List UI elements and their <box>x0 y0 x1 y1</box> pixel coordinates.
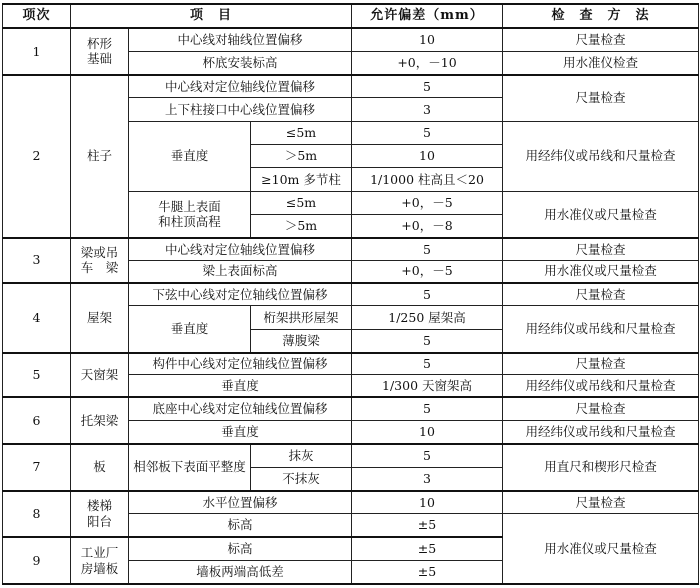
category-name: 天窗架 <box>71 353 129 398</box>
header-col-tolerance: 允许偏差（mm） <box>352 4 503 28</box>
table-row <box>3 283 699 306</box>
sub-item-cell: 薄腹梁 <box>251 329 352 352</box>
table-row <box>3 28 699 51</box>
header-col-method: 检 查 方 法 <box>503 4 699 28</box>
row-number: 4 <box>3 283 71 353</box>
tolerance-cell: 5 <box>352 238 503 260</box>
item-cell: 牛腿上表面 和柱顶高程 <box>129 191 251 238</box>
category-name: 工业厂 房墙板 <box>71 537 129 584</box>
method-cell: 尺量检查 <box>503 397 699 420</box>
tolerance-cell: 5 <box>352 329 503 352</box>
item-cell: 杯底安装标高 <box>129 51 352 74</box>
tolerance-cell: 10 <box>352 28 503 51</box>
method-cell: 尺量检查 <box>503 75 699 122</box>
row-number: 9 <box>3 537 71 584</box>
method-cell: 尺量检查 <box>503 238 699 260</box>
sub-item-cell: 不抹灰 <box>251 467 352 490</box>
category-name: 托架梁 <box>71 397 129 444</box>
tolerance-cell: 5 <box>352 283 503 306</box>
item-cell: 垂直度 <box>129 121 251 191</box>
category-name: 梁或吊 车 梁 <box>71 238 129 283</box>
item-cell: 构件中心线对定位轴线位置偏移 <box>129 353 352 375</box>
tolerance-cell: 10 <box>352 491 503 514</box>
item-cell: 中心线对定位轴线位置偏移 <box>129 238 352 260</box>
tolerance-cell: 5 <box>352 353 503 375</box>
method-cell: 用直尺和楔形尺检查 <box>503 444 699 491</box>
method-cell: 用水准仪检查 <box>503 51 699 74</box>
item-cell: 垂直度 <box>129 306 251 353</box>
category-name: 杯形 基础 <box>71 28 129 75</box>
row-number: 2 <box>3 75 71 238</box>
method-cell: 尺量检查 <box>503 491 699 514</box>
table-row <box>3 353 699 375</box>
header-col-no: 项次 <box>3 4 71 28</box>
row-number: 6 <box>3 397 71 444</box>
tolerance-cell: 10 <box>352 145 503 168</box>
item-cell: 标高 <box>129 537 352 560</box>
tolerance-table <box>2 3 699 585</box>
sub-item-cell: 桁架拱形屋架 <box>251 306 352 329</box>
tolerance-cell: 3 <box>352 98 503 121</box>
sub-item-cell: ≥10m 多节柱 <box>251 168 352 191</box>
header-row <box>3 4 699 28</box>
category-name: 板 <box>71 444 129 491</box>
method-cell: 用经纬仪或吊线和尺量检查 <box>503 421 699 444</box>
row-number: 1 <box>3 28 71 75</box>
method-cell: 用水准仪或尺量检查 <box>503 514 699 584</box>
tolerance-cell: 10 <box>352 421 503 444</box>
category-name: 柱子 <box>71 75 129 238</box>
sub-item-cell: 抹灰 <box>251 444 352 467</box>
item-cell: 上下柱接口中心线位置偏移 <box>129 98 352 121</box>
category-name: 楼梯 阳台 <box>71 491 129 538</box>
item-cell: 下弦中心线对定位轴线位置偏移 <box>129 283 352 306</box>
method-cell: 尺量检查 <box>503 28 699 51</box>
method-cell: 用水准仪或尺量检查 <box>503 191 699 238</box>
tolerance-cell: +0，－10 <box>352 51 503 74</box>
sub-item-cell: ＞5m <box>251 145 352 168</box>
table-row <box>3 397 699 420</box>
item-cell: 中心线对轴线位置偏移 <box>129 28 352 51</box>
tolerance-cell: 5 <box>352 121 503 144</box>
method-cell: 用经纬仪或吊线和尺量检查 <box>503 375 699 397</box>
tolerance-cell: 5 <box>352 397 503 420</box>
method-cell: 用经纬仪或吊线和尺量检查 <box>503 306 699 353</box>
table-row <box>3 491 699 514</box>
table-row <box>3 444 699 467</box>
table-row <box>3 75 699 98</box>
tolerance-cell: 5 <box>352 444 503 467</box>
tolerance-cell: ±5 <box>352 514 503 537</box>
row-number: 8 <box>3 491 71 538</box>
item-cell: 中心线对定位轴线位置偏移 <box>129 75 352 98</box>
tolerance-cell: 3 <box>352 467 503 490</box>
method-cell: 用水准仪或尺量检查 <box>503 260 699 282</box>
tolerance-cell: 1/1000 柱高且＜20 <box>352 168 503 191</box>
item-cell: 垂直度 <box>129 421 352 444</box>
tolerance-cell: 1/250 屋架高 <box>352 306 503 329</box>
row-number: 3 <box>3 238 71 283</box>
tolerance-cell: +0，－5 <box>352 191 503 214</box>
method-cell: 尺量检查 <box>503 353 699 375</box>
method-cell: 用经纬仪或吊线和尺量检查 <box>503 121 699 191</box>
tolerance-cell: ±5 <box>352 537 503 560</box>
item-cell: 底座中心线对定位轴线位置偏移 <box>129 397 352 420</box>
header-col-item: 项 目 <box>71 4 352 28</box>
category-name: 屋架 <box>71 283 129 353</box>
item-cell: 梁上表面标高 <box>129 260 352 282</box>
table-row <box>3 238 699 260</box>
tolerance-cell: ±5 <box>352 560 503 584</box>
tolerance-cell: 5 <box>352 75 503 98</box>
item-cell: 相邻板下表面平整度 <box>129 444 251 491</box>
sub-item-cell: ＞5m <box>251 215 352 238</box>
tolerance-cell: +0，－5 <box>352 260 503 282</box>
sub-item-cell: ≤5m <box>251 121 352 144</box>
item-cell: 墙板两端高低差 <box>129 560 352 584</box>
method-cell: 尺量检查 <box>503 283 699 306</box>
item-cell: 垂直度 <box>129 375 352 397</box>
item-cell: 标高 <box>129 514 352 537</box>
sub-item-cell: ≤5m <box>251 191 352 214</box>
row-number: 5 <box>3 353 71 398</box>
item-cell: 水平位置偏移 <box>129 491 352 514</box>
tolerance-cell: 1/300 天窗架高 <box>352 375 503 397</box>
row-number: 7 <box>3 444 71 491</box>
tolerance-cell: +0，－8 <box>352 215 503 238</box>
